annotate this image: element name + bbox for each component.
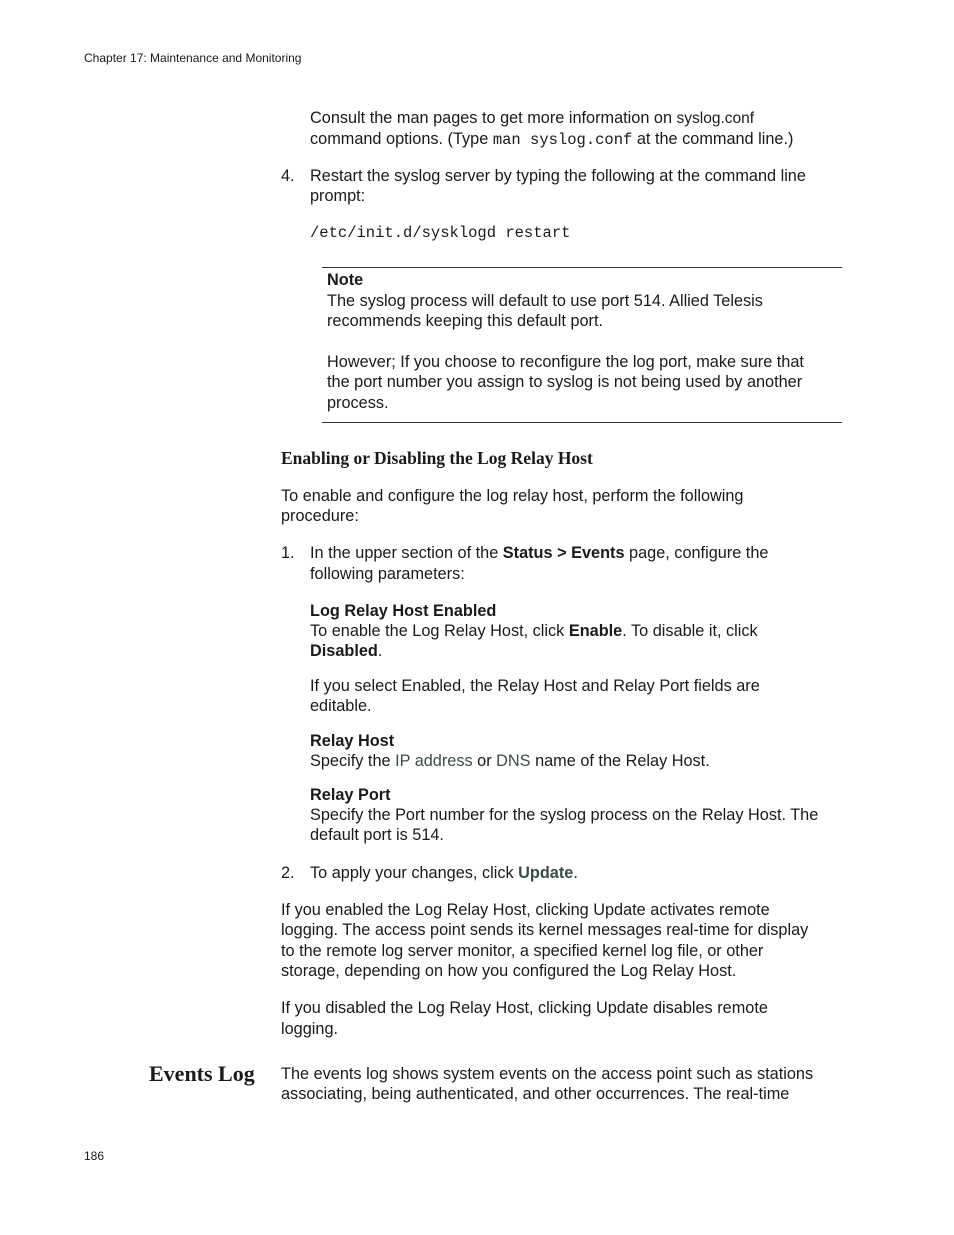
events-log-heading: Events Log xyxy=(149,1061,255,1086)
ip-address-link[interactable]: IP address xyxy=(395,752,473,770)
step4-line-2: prompt: xyxy=(310,187,366,205)
param-title: Relay Port xyxy=(310,786,391,804)
body-text: If you disabled the Log Relay Host, clicking Update disables remote xyxy=(281,999,768,1017)
step4-line-1: Restart the syslog server by typing the following at the command line xyxy=(310,167,806,185)
note-text: process. xyxy=(327,394,389,412)
note-bottom-rule xyxy=(322,422,842,423)
step-number: 1. xyxy=(281,544,295,562)
param-desc: editable. xyxy=(310,697,372,715)
param-desc: To enable the Log Relay Host, click Enable. To disable it, click xyxy=(310,622,758,640)
param-desc: If you select Enabled, the Relay Host and Relay Port fields are xyxy=(310,677,760,695)
note-text: the port number you assign to syslog is not being used by another xyxy=(327,373,803,391)
param-desc: Specify the Port number for the syslog process on the Relay Host. The xyxy=(310,806,819,824)
body-text: associating, being authenticated, and other occurrences. The real-time xyxy=(281,1085,790,1103)
step1-line-2: following parameters: xyxy=(310,565,465,583)
step-number: 4. xyxy=(281,167,295,185)
section-intro: procedure: xyxy=(281,507,359,525)
param-desc: Disabled. xyxy=(310,642,383,660)
intro-line-1: Consult the man pages to get more information on syslog.conf xyxy=(310,109,755,127)
param-desc: Specify the IP address or DNS name of the Relay Host. xyxy=(310,752,710,770)
update-link[interactable]: Update xyxy=(518,864,574,882)
page-number: 186 xyxy=(84,1149,105,1163)
inline-code: man syslog.conf xyxy=(492,131,633,149)
param-title: Relay Host xyxy=(310,732,395,750)
note-title: Note xyxy=(327,271,364,289)
note-top-rule xyxy=(322,267,842,268)
running-header: Chapter 17: Maintenance and Monitoring xyxy=(84,51,302,65)
step1-line-1: In the upper section of the Status > Events page, configure the xyxy=(310,544,769,562)
command-line: /etc/init.d/sysklogd restart xyxy=(310,224,571,242)
param-title: Log Relay Host Enabled xyxy=(310,602,497,620)
intro-line-2: command options. (Type man syslog.conf at the command line.) xyxy=(310,130,794,149)
note-text: The syslog process will default to use port 514. Allied Telesis xyxy=(327,292,763,310)
body-text: If you enabled the Log Relay Host, clicking Update activates remote xyxy=(281,901,770,919)
param-desc: default port is 514. xyxy=(310,826,444,844)
syslog-conf-term: syslog.conf xyxy=(676,110,755,127)
note-text: recommends keeping this default port. xyxy=(327,312,604,330)
body-text: to the remote log server monitor, a specified kernel log file, or other xyxy=(281,942,764,960)
body-text: The events log shows system events on the access point such as stations xyxy=(281,1065,814,1083)
section-intro: To enable and configure the log relay host, perform the following xyxy=(281,487,744,505)
note-text: However; If you choose to reconfigure the log port, make sure that xyxy=(327,353,804,371)
body-text: logging. The access point sends its kernel messages real-time for display xyxy=(281,921,809,939)
body-text: logging. xyxy=(281,1020,339,1038)
step2-line: To apply your changes, click Update. xyxy=(310,864,578,882)
section-heading: Enabling or Disabling the Log Relay Host xyxy=(281,448,593,468)
body-text: storage, depending on how you configured the Log Relay Host. xyxy=(281,962,737,980)
dns-link[interactable]: DNS xyxy=(496,752,531,770)
step-number: 2. xyxy=(281,864,295,882)
